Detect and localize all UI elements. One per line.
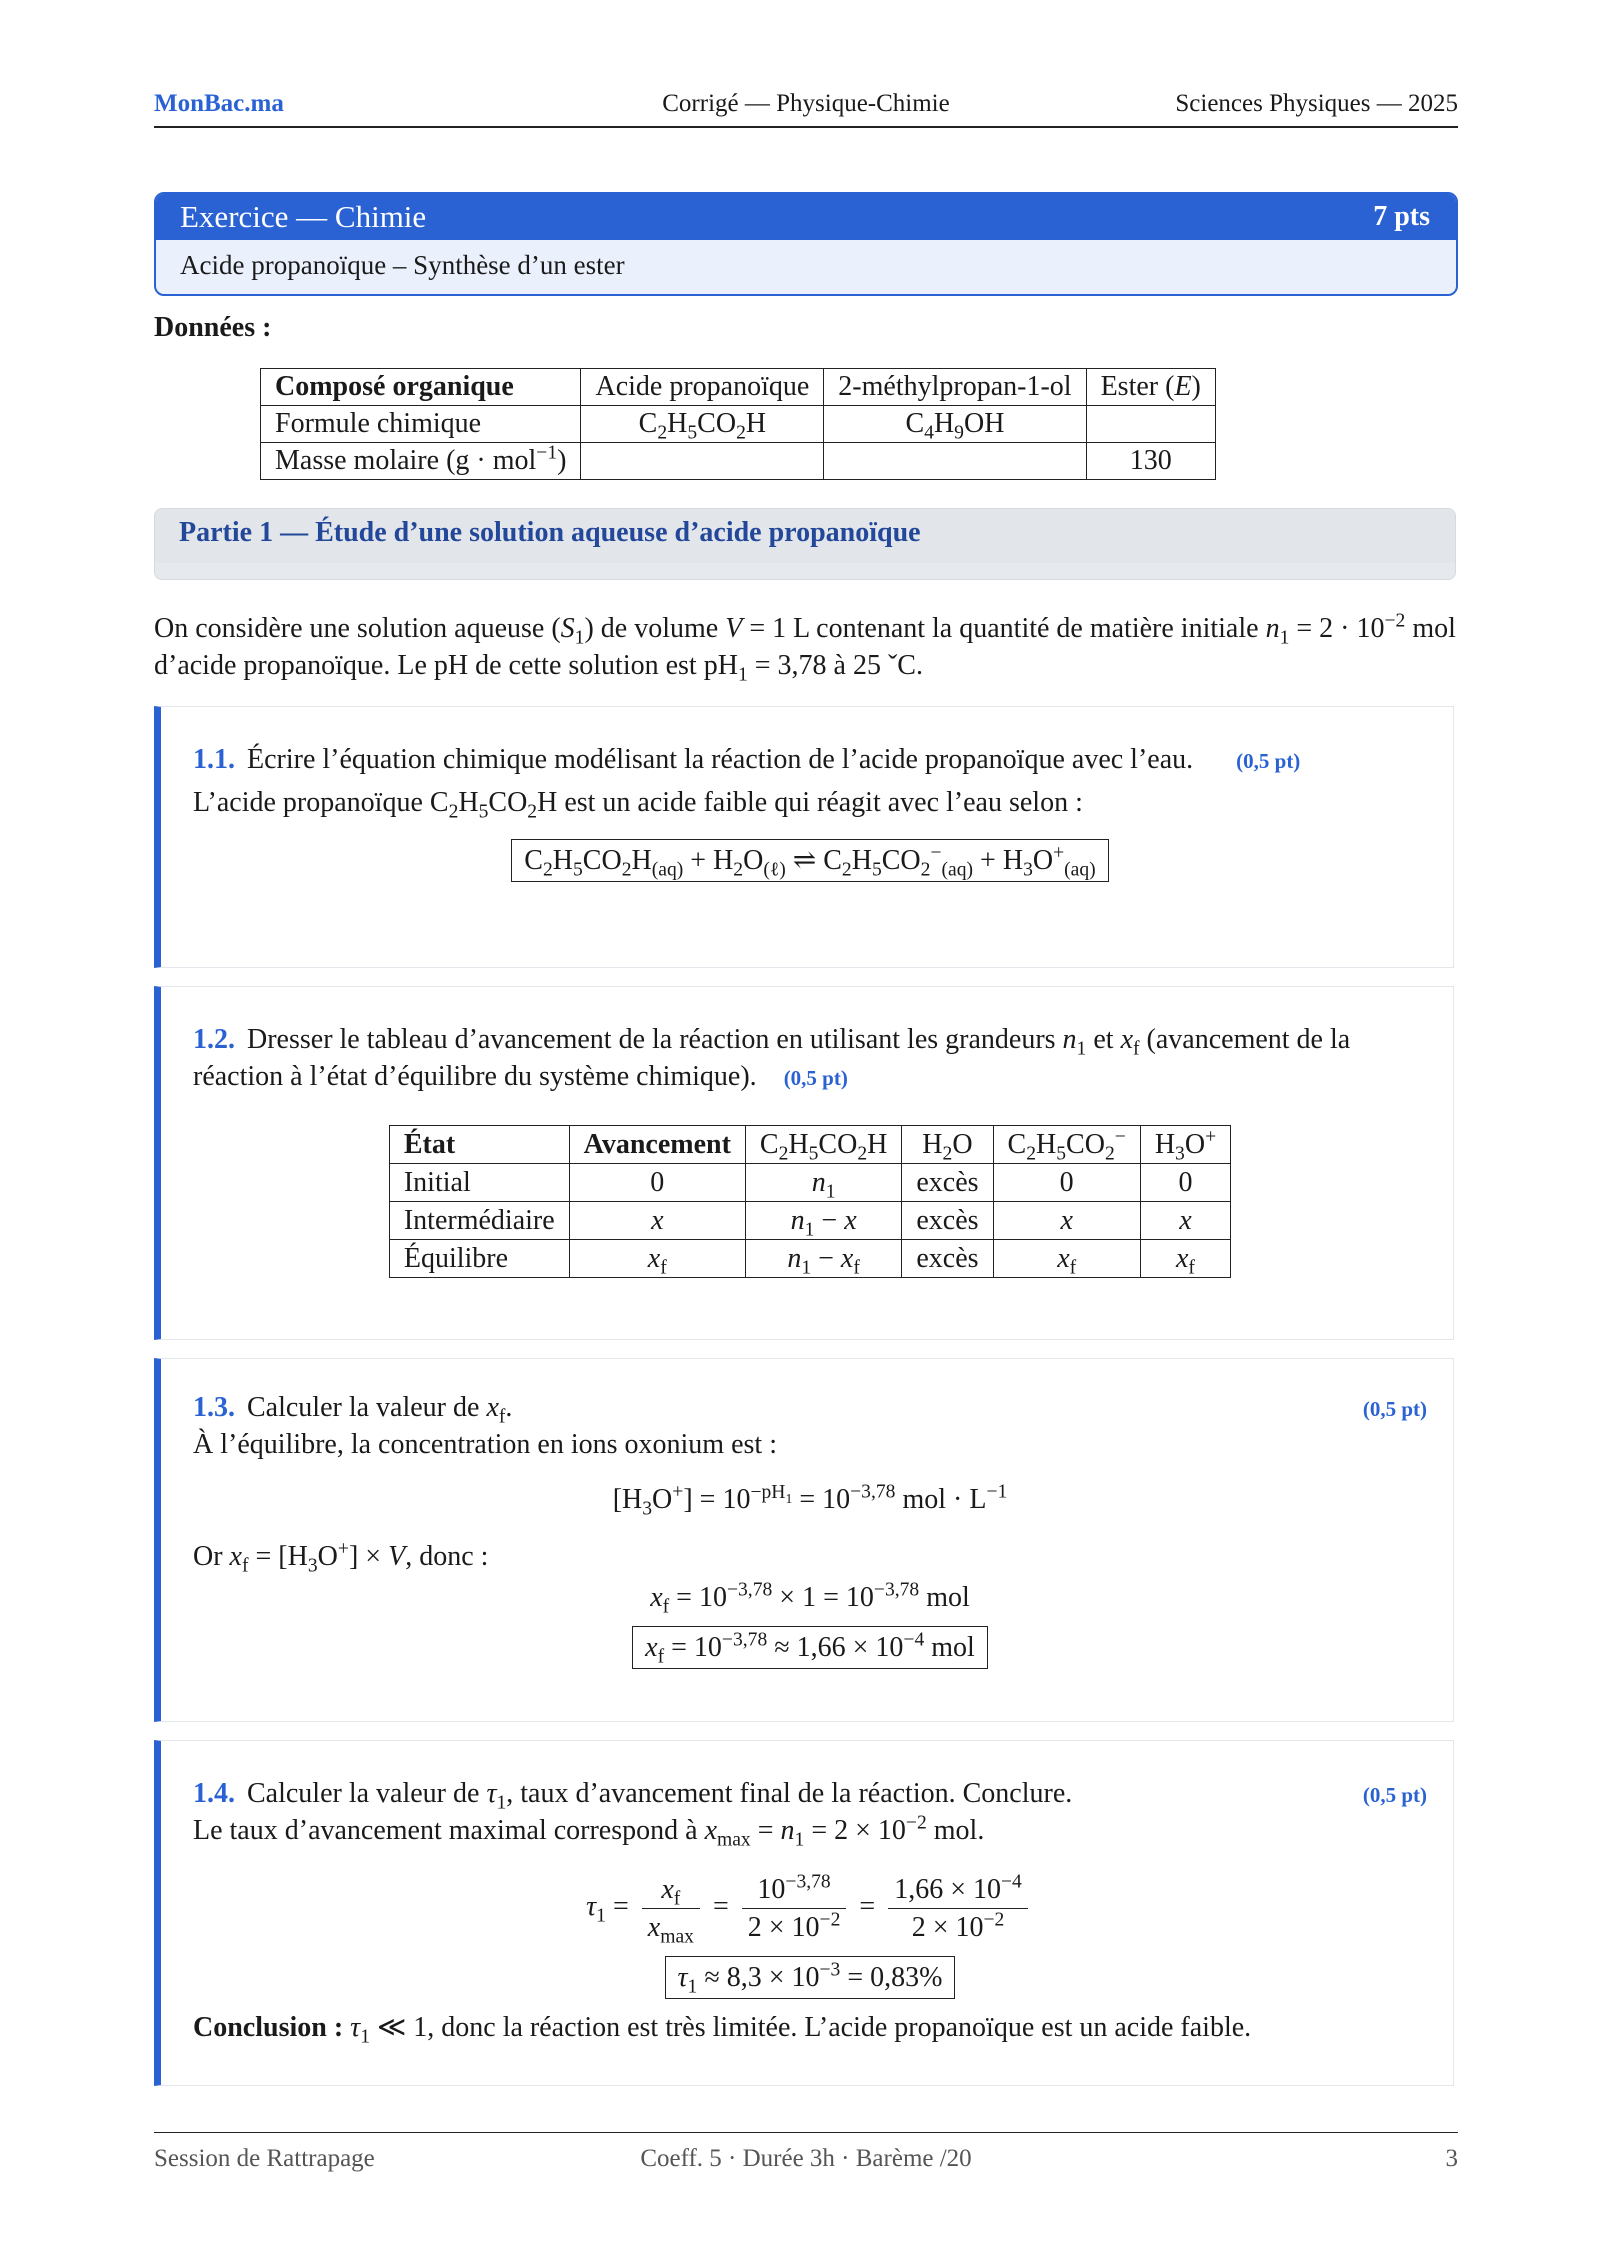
- table-cell: $n_1 - x_f$: [745, 1240, 901, 1278]
- xf-result: $x_f = 10^{-3,78} \approx 1,66 \times 10^{-4}$ mol: [193, 1626, 1427, 1669]
- table-cell: 0: [569, 1164, 745, 1202]
- avancement-table-wrap: [193, 1125, 1427, 1278]
- table-row: [261, 406, 1216, 443]
- table-cell: $C_4H_9OH$: [824, 406, 1086, 443]
- table-cell: Formule chimique: [261, 406, 581, 443]
- table-header-cell: $C_2H_5CO_2^-$: [993, 1126, 1140, 1164]
- question-1-3: [154, 1358, 1454, 1722]
- question-text: Écrire l’équation chimique modélisant la réaction de l’acide propanoïque avec l’eau.: [247, 744, 1194, 775]
- part1-title: Partie 1 — Étude d’une solution aqueuse d’acide propanoïque: [155, 509, 1455, 563]
- table-cell: [824, 443, 1086, 480]
- answer-text: L’acide propanoïque $C_2H_5CO_2H$ est un acide faible qui réagit avec l’eau selon :: [193, 787, 1083, 823]
- tau-result: $\tau_1 \approx 8,3 \times 10^{-3} = 0,83\%$: [193, 1956, 1427, 1999]
- question-statement: [193, 741, 1427, 780]
- table-cell: 0: [993, 1164, 1140, 1202]
- exercise-title-bar: [156, 194, 1456, 240]
- table-row: [389, 1202, 1230, 1240]
- question-number: 1.2.: [193, 1024, 235, 1055]
- table-cell: Équilibre: [389, 1240, 569, 1278]
- question-points: (0,5 pt): [1362, 1397, 1427, 1421]
- part1-banner: [154, 508, 1456, 580]
- table-header-cell: État: [389, 1126, 569, 1164]
- conclusion-label: Conclusion :: [193, 2012, 344, 2043]
- table-cell: excès: [902, 1202, 993, 1240]
- table-cell: [581, 443, 824, 480]
- question-number: 1.4.: [193, 1778, 235, 1809]
- answer-text: Or $x_f = [H_3O^+] \times V$, donc :: [193, 1538, 489, 1577]
- header-title: Corrigé — Physique-Chimie: [662, 90, 950, 117]
- answer-text: À l’équilibre, la concentration en ions oxonium est :: [193, 1429, 777, 1460]
- table-cell: x: [993, 1202, 1140, 1240]
- table-cell: [1086, 406, 1215, 443]
- table-header-cell: $H_3O^+$: [1140, 1126, 1230, 1164]
- table-cell: $x_f$: [993, 1240, 1140, 1278]
- question-number: 1.3.: [193, 1392, 235, 1423]
- page-number: 3: [1445, 2145, 1458, 2172]
- table-cell: x: [1140, 1202, 1230, 1240]
- table-header-cell: $H_2O$: [902, 1126, 993, 1164]
- question-1-4: [154, 1740, 1454, 2086]
- header-subject: Sciences Physiques — 2025: [1175, 90, 1458, 117]
- xf-formula: $x_f = 10^{-3,78} \times 1 = 10^{-3,78}$ mol: [650, 1579, 970, 1618]
- table-cell: $x_f$: [569, 1240, 745, 1278]
- concentration-formula: $[H_3O^+] = 10^{-pH_1} = 10^{-3,78}$ mol · $L^{-1}$: [612, 1481, 1008, 1520]
- data-table: [260, 368, 1216, 480]
- question-statement: 1.3. Calculer la valeur de $x_f$. (0,5 pt): [193, 1392, 1427, 1428]
- table-row: [389, 1164, 1230, 1202]
- page-header: [154, 86, 1458, 128]
- question-points: (0,5 pt): [783, 1066, 848, 1090]
- table-header-cell: Ester (E): [1086, 369, 1215, 406]
- table-cell: Masse molaire (g · mol$^{-1}$): [261, 443, 581, 480]
- footer-session: Session de Rattrapage: [154, 2145, 375, 2172]
- question-points: (0,5 pt): [1236, 749, 1301, 773]
- table-cell: $x_f$: [1140, 1240, 1230, 1278]
- brand-link[interactable]: MonBac.ma: [154, 90, 284, 117]
- table-header-cell: Acide propanoïque: [581, 369, 824, 406]
- tau-formula: $\tau_1$ = $\frac{x_f}{x_{max}}$ = $\frac{10^{-3,78}}{2 \times 10^{-2}}$ = $\frac{1,66 \times 10^{-4}}{2 \times 10^{-2}}$: [193, 1871, 1427, 1946]
- footer-info: Coeff. 5 · Durée 3h · Barème /20: [640, 2145, 972, 2172]
- exercise-subtitle: Acide propanoïque – Synthèse d’un ester: [180, 250, 625, 280]
- question-number: 1.1.: [193, 744, 235, 775]
- table-cell: $n_1 - x$: [745, 1202, 901, 1240]
- table-row: [389, 1126, 1230, 1164]
- table-cell: x: [569, 1202, 745, 1240]
- exercise-title: Exercice — Chimie: [180, 199, 427, 234]
- table-header-cell: $C_2H_5CO_2H$: [745, 1126, 901, 1164]
- question-1-2: [154, 986, 1454, 1340]
- table-header-cell: Composé organique: [261, 369, 581, 406]
- table-row: [261, 443, 1216, 480]
- question-statement: 1.4. Calculer la valeur de $\tau_1$, taux d’avancement final de la réaction. Conclure. (0,5 pt): [193, 1778, 1427, 1814]
- table-cell: excès: [902, 1164, 993, 1202]
- donnees-heading: Données :: [154, 312, 272, 343]
- table-row: [261, 369, 1216, 406]
- answer-text: Le taux d’avancement maximal correspond à $x_{max} = n_1 = 2 \times 10^{-2}$ mol.: [193, 1812, 985, 1851]
- table-cell: $C_2H_5CO_2H$: [581, 406, 824, 443]
- question-statement: 1.2. Dresser le tableau d’avancement de la réaction en utilisant les grandeurs $n_1$ et $x_f$ (avancement de la réaction à l’état d’équilibre du système chimique). (0,5 pt): [193, 1024, 1351, 1092]
- table-cell: $n_1$: [745, 1164, 901, 1202]
- table-cell: Intermédiaire: [389, 1202, 569, 1240]
- table-header-cell: Avancement: [569, 1126, 745, 1164]
- page-footer: [154, 2132, 1458, 2172]
- exercise-box: [154, 192, 1458, 296]
- table-cell: excès: [902, 1240, 993, 1278]
- avancement-table: [389, 1125, 1231, 1278]
- question-points: (0,5 pt): [1362, 1783, 1427, 1807]
- conclusion: Conclusion : $\tau_1$ ≪ 1, donc la réaction est très limitée. L’acide propanoïque est un acide faible.: [193, 2012, 1252, 2048]
- question-1-1: [154, 706, 1454, 968]
- table-cell: 130: [1086, 443, 1215, 480]
- table-cell: 0: [1140, 1164, 1230, 1202]
- table-row: [389, 1240, 1230, 1278]
- exercise-points: 7 pts: [1373, 201, 1430, 232]
- table-cell: Initial: [389, 1164, 569, 1202]
- reaction-equation: $C_2H_5CO_2H_{(aq)} + H_2O_{(\ell)}$ ⇌ $C_2H_5CO_2^-_{(aq)} + H_3O^+_{(aq)}$: [193, 839, 1427, 882]
- intro-paragraph: On considère une solution aqueuse $(S_1)$ de volume V = 1 L contenant la quantité de matière initiale $n_1 = 2 \cdot 10^{-2}$ mol d’acide propanoïque. Le pH de cette solution est $pH_1 = 3,78$ à 25 ˇC.: [154, 610, 1456, 686]
- table-header-cell: 2-méthylpropan-1-ol: [824, 369, 1086, 406]
